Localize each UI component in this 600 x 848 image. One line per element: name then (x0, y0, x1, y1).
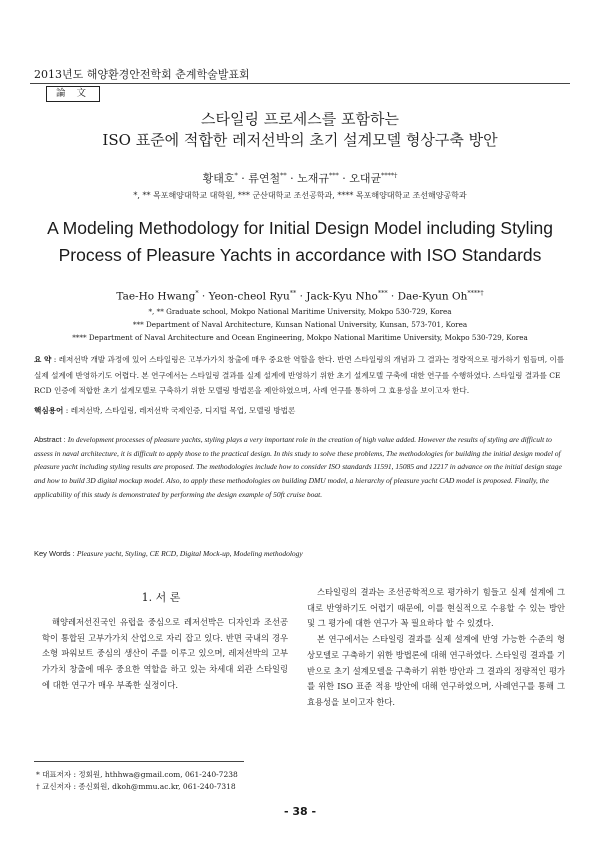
author-en-4-mark: ****† (467, 289, 484, 297)
author-ko-1-mark: * (234, 171, 238, 180)
keywords-ko: 핵심용어 : 레저선박, 스타일링, 레저선박 국제인증, 디지털 목업, 모델링 방법론 (34, 406, 296, 415)
author-en-1: Tae-Ho Hwang (116, 290, 196, 303)
affiliation-ko: *, ** 목포해양대학교 대학원, *** 군산대학교 조선공학과, **** 목포해양대학교 조선해양공학과 (133, 191, 467, 200)
keywords-en: Key Words : Pleasure yacht, Styling, CE RCD, Digital Mock-up, Modeling methodology (34, 549, 303, 558)
author-ko-4: 오대균 (349, 172, 382, 185)
author-separator: · (338, 172, 350, 185)
author-en-2-mark: ** (289, 289, 297, 297)
author-ko-2-mark: ** (280, 171, 287, 180)
body-paragraph: 해양레저선진국인 유럽을 중심으로 레저선박은 디자인과 조선공학이 통합된 고부가가치 산업으로 자리 잡고 있다. 반면 국내의 경우 소형 파워보트 중심의 생산이 주를 이루고 있으며, 레저선박의 고부가가치 창출에 매우 중요한 역할을 하고 있는 차세대 외관 스타일링에 대한 연구가 매우 부족한 실정이다. (42, 617, 288, 690)
author-separator: · (296, 290, 307, 303)
author-en-1-mark: * (195, 289, 199, 297)
author-ko-3: 노재규 (297, 172, 330, 185)
author-ko-4-mark: ****† (381, 171, 398, 180)
author-separator: · (387, 290, 398, 303)
abstract-en-label: Abstract (34, 435, 62, 444)
abstract-ko-text: 레저선박 개발 과정에 있어 스타일링은 고부가가치 창출에 매우 중요한 역할을 한다. 반면 스타일링의 개념과 그 결과는 정량적으로 평가하기 힘들며, 이를 실제 설계에 반영하기도 어렵다. 본 연구에서는 스타일링 결과를 실제 설계에 반영하기 위한 초기 설계모델 구축에 대한 연구를 수행하였다. 스타일링 결과를 CE RCD 인증에 적합한 초기 설계모델로 구축하기 위한 모델링 방법론을 제안하였으며, 사례 연구를 통하여 그 효용성을 보이고자 한다. (34, 355, 565, 396)
page-number: - 38 - (283, 805, 317, 818)
author-separator: · (198, 290, 209, 303)
header-rule (30, 83, 570, 84)
author-separator: · (286, 172, 298, 185)
title-ko-line1: 스타일링 프로세스를 포함하는 (201, 110, 399, 128)
keywords-en-text: Pleasure yacht, Styling, CE RCD, Digital Mock-up, Modeling methodology (76, 549, 303, 558)
author-ko-1: 황태호 (202, 172, 235, 185)
affiliation-en-1: *, ** Graduate school, Mokpo National Maritime University, Mokpo 530-729, Korea (148, 307, 452, 316)
author-separator: · (237, 172, 249, 185)
author-ko-2: 류연철 (248, 172, 281, 185)
keywords-en-label: Key Words (34, 549, 71, 558)
author-en-3: Jack-Kyu Nho (306, 290, 378, 303)
affiliation-en-3: **** Department of Naval Architecture and Ocean Engineering, Mokpo National Maritime University, Mokpo 530-729, Korea (72, 333, 528, 342)
footnote-corresponding-1: * 대표저자 : 정회원, hthhwa@gmail.com, 061-240-7238 (36, 770, 238, 779)
authors-ko (30, 170, 570, 186)
affiliation-en-2: *** Department of Naval Architecture, Kunsan National University, Kunsan, 573-701, Korea (132, 320, 468, 329)
author-en-2: Yeon-cheol Ryu (208, 290, 290, 303)
title-ko-line2: ISO 표준에 적합한 레저선박의 초기 설계모델 형상구축 방안 (102, 131, 498, 149)
footnote-rule (34, 761, 244, 762)
footnote-corresponding-2: † 교신저자 : 종신회원, dkoh@mmu.ac.kr, 061-240-7318 (36, 782, 236, 791)
keywords-ko-label: 핵심용어 (34, 406, 64, 415)
abstract-en-text: In development processes of pleasure yachts, styling plays a very important role in the creation of high value added. However the results of styling are difficult to assess in naval architecture, it is difficult to apply those to the practical design. In this study to solve these problems, The methodologies for building the initial design model of pleasure yacht including styling results are proposed. The methodologies include how to consider ISO standards 11591, 15085 and 12217 in advance on the initial design stage and how to build 3D digital mockup model. Also, to apply these methodologies on building DMU model, a hierarchy of pleasure yacht CAD model is proposed. Finally, the applicability of this study is demonstrated by performing the design example of 50ft cruise boat. (34, 435, 562, 499)
title-en-line2: Process of Pleasure Yachts in accordance with ISO Standards (58, 245, 542, 265)
conference-header: 2013년도 해양환경안전학회 춘계학술발표회 (34, 68, 250, 81)
body-column-left (42, 615, 288, 694)
body-column-right (307, 585, 565, 711)
body-paragraph: 본 연구에서는 스타일링 결과를 실제 설계에 반영 가능한 수준의 형상모델로 구축하기 위한 방법론에 대해 연구하였다. 스타일링 결과를 기반으로 초기 설계모델을 구축하기 위한 방안과 그 결과의 정량적인 평가를 위한 ISO 표준 적용 방안에 대해 연구하였으며, 사례연구를 통해 그 효용성을 보이고자 한다. (307, 634, 565, 707)
body-paragraph: 스타일링의 결과는 조선공학적으로 평가하기 힘들고 실제 설계에 그대로 반영하기도 어렵기 때문에, 이를 현실적으로 수용할 수 있는 방안 및 그 평가에 대한 연구가 꼭 필요하다 할 수 있겠다. (307, 587, 565, 629)
abstract-ko: 요 약 : 레저선박 개발 과정에 있어 스타일링은 고부가가치 창출에 매우 중요한 역할을 한다. 반면 스타일링의 개념과 그 결과는 정량적으로 평가하기 힘들며, 이를 실제 설계에 반영하기도 어렵다. 본 연구에서는 스타일링 결과를 실제 설계에 반영하기 위한 초기 설계모델 구축에 대한 연구를 수행하였다. 스타일링 결과를 CE RCD 인증에 적합한 초기 설계모델로 구축하기 위한 모델링 방법론을 제안하였으며, 사례 연구를 통하여 그 효용성을 보이고자 한다. (34, 355, 565, 396)
author-en-3-mark: *** (377, 289, 388, 297)
section-title: 1. 서 론 (141, 591, 181, 604)
article-type-badge: 論 文 (46, 86, 100, 102)
author-en-4: Dae-Kyun Oh (397, 290, 468, 303)
abstract-en: Abstract : In development processes of pleasure yachts, styling plays a very important role in the creation of high value added. However the results of styling are difficult to assess in naval architecture, it is difficult to apply those to the practical design. In this study to solve these problems, The methodologies for building the initial design model of pleasure yacht including styling results are proposed. The methodologies include how to consider ISO standards 11591, 15085 and 12217 in advance on the initial design stage and how to build 3D digital mockup model. Also, to apply these methodologies on building DMU model, a hierarchy of pleasure yacht CAD model is proposed. Finally, the applicability of this study is demonstrated by performing the design example of 50ft cruise boat. (34, 435, 562, 499)
abstract-ko-label: 요 약 (34, 355, 52, 364)
title-en-line1: A Modeling Methodology for Initial Design Model including Styling (47, 218, 553, 238)
keywords-ko-text: 레저선박, 스타일링, 레저선박 국제인증, 디지털 목업, 모델링 방법론 (70, 406, 296, 415)
author-ko-3-mark: *** (329, 171, 339, 180)
authors-en (30, 289, 570, 303)
